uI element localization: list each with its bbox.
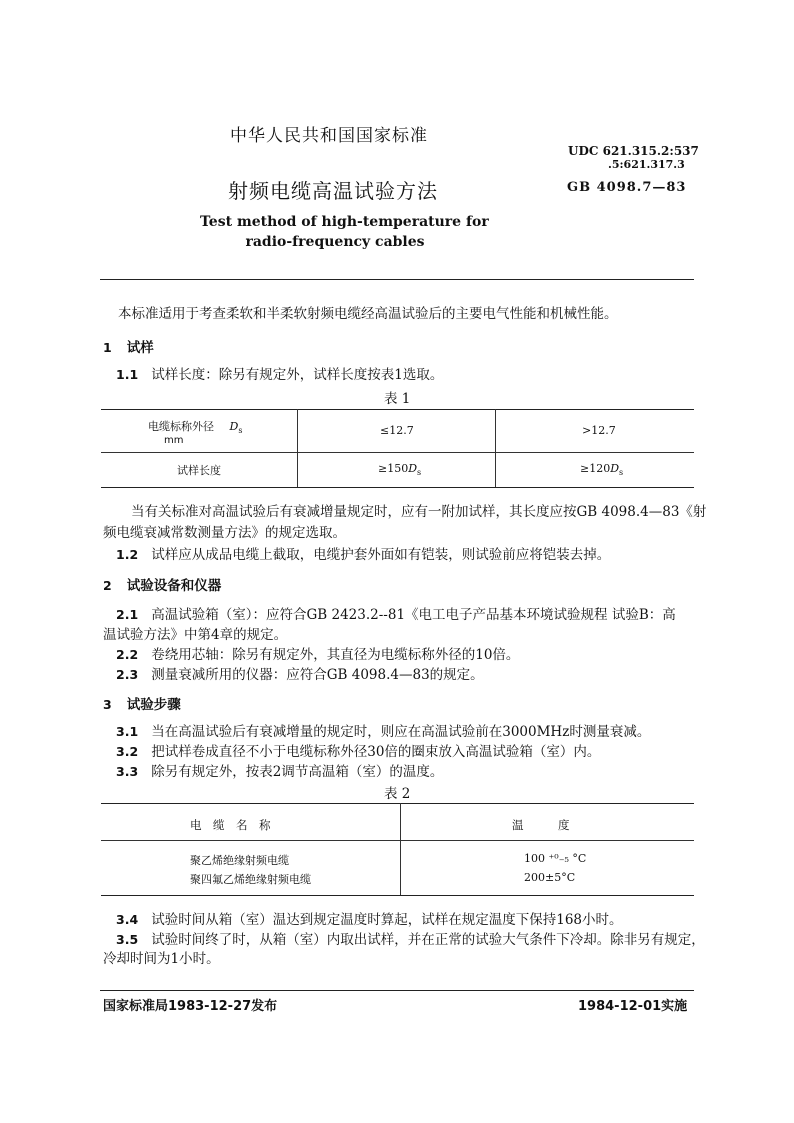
clause-1-1	[116, 363, 443, 383]
clause-1-2	[116, 543, 610, 563]
intro-paragraph: 本标准适用于考查柔软和半柔软射频电缆经高温试验后的主要电气性能和机械性能。	[118, 306, 618, 322]
document-title-en-line1: Test method of high-temperature for	[200, 214, 489, 230]
clause-number: 2.1	[116, 607, 139, 622]
table-1-col-divider-1	[297, 409, 298, 487]
table-1-row2-col3: $\ge 120D_s$	[580, 462, 624, 478]
clause-number: 3.1	[116, 724, 139, 739]
table-1-row2-label: 试样长度	[177, 464, 221, 477]
section-title: 试验设备和仪器	[126, 578, 222, 594]
clause-number: 3.3	[116, 764, 139, 779]
table-2-row1-col2: 100 ⁺⁰₋₅ °C	[524, 852, 587, 865]
header-divider	[100, 279, 694, 280]
table-1-row2-col2: $\ge 150D_s$	[378, 462, 422, 478]
table-2-header-divider	[101, 840, 694, 841]
clause-2-1-continued: 温试验方法》中第4章的规定。	[103, 627, 288, 643]
table-2-caption: 表 2	[384, 786, 411, 802]
udc-code-line2: .5:621.317.3	[608, 158, 685, 171]
effective-date: 1984-12-01实施	[578, 999, 688, 1014]
table-2-head-col1: 电 缆 名 称	[190, 818, 271, 832]
issue-date: 国家标准局1983-12-27发布	[103, 999, 278, 1014]
table-1-caption: 表 1	[384, 391, 411, 407]
table-2-row2-col1: 聚四氟乙烯绝缘射频电缆	[190, 873, 311, 886]
clause-number: 2.2	[116, 647, 139, 662]
table-1-row-divider	[101, 452, 694, 453]
table-1-bottom-border	[101, 487, 694, 488]
section-3-heading	[103, 693, 181, 713]
gb-standard-code: GB 4098.7—83	[567, 180, 687, 195]
clause-text: 试样长度：除另有规定外，试样长度按表1选取。	[151, 367, 444, 383]
clause-number: 1.2	[116, 547, 139, 562]
table-2-row1-col1: 聚乙烯绝缘射频电缆	[190, 854, 289, 867]
clause-number: 1.1	[116, 367, 139, 382]
table-2-col-divider	[400, 803, 401, 895]
clause-text: 高温试验箱（室）：应符合GB 2423.2--81《电工电子产品基本环境试验规程 试验B：高	[151, 607, 676, 623]
clause-3-2	[116, 740, 600, 760]
clause-number: 3.4	[116, 912, 139, 927]
clause-3-4	[116, 908, 623, 928]
clause-text: 试验时间从箱（室）温达到规定温度时算起，试样在规定温度下保持168小时。	[151, 912, 623, 928]
table-2-head-col2: 温 度	[512, 818, 570, 832]
table-1-row1-unit: mm	[164, 435, 184, 446]
section-1-heading	[103, 336, 154, 356]
document-title-cn: 射频电缆高温试验方法	[228, 179, 438, 203]
section-title: 试样	[126, 340, 154, 356]
table-2-row2-col2: 200±5°C	[524, 871, 576, 884]
clause-2-2	[116, 643, 519, 663]
footer-divider	[100, 990, 694, 991]
section-number: 2	[103, 578, 112, 593]
clause-number: 2.3	[116, 667, 139, 682]
clause-text: 试验时间终了时，从箱（室）内取出试样，并在正常的试验大气条件下冷却。除非另有规定，	[151, 932, 705, 948]
clause-text: 卷绕用芯轴：除另有规定外，其直径为电缆标称外径的10倍。	[151, 647, 520, 663]
section-number: 3	[103, 697, 112, 712]
clause-3-5	[116, 928, 705, 948]
clause-text: 当在高温试验后有衰减增量的规定时，则应在高温试验前在3000MHz时测量衰减。	[151, 724, 651, 740]
standard-type-heading: 中华人民共和国国家标准	[230, 126, 428, 146]
table-1-row1-col3: >12.7	[582, 424, 616, 437]
clause-3-1	[116, 720, 650, 740]
document-title-en-line2: radio-frequency cables	[245, 234, 425, 250]
clause-text: 把试样卷成直径不小于电缆标称外径30倍的圈束放入高温试验箱（室）内。	[151, 744, 601, 760]
clause-2-3	[116, 663, 484, 683]
clause-2-1	[116, 603, 676, 623]
table-2-top-border	[101, 803, 694, 804]
table-1-row1-label: 电缆标称外径 $D_s$	[148, 420, 243, 436]
clause-text: 除另有规定外，按表2调节高温箱（室）的温度。	[151, 764, 444, 780]
table-2-bottom-border	[101, 895, 694, 896]
table-1-col-divider-2	[495, 409, 496, 487]
section-number: 1	[103, 340, 112, 355]
section-2-heading	[103, 574, 221, 594]
clause-3-3	[116, 760, 443, 780]
clause-number: 3.2	[116, 744, 139, 759]
clause-text: 测量衰减所用的仪器：应符合GB 4098.4—83的规定。	[151, 667, 484, 683]
clause-number: 3.5	[116, 932, 139, 947]
table-1-row1-col2: ≤12.7	[380, 424, 414, 437]
section-title: 试验步骤	[126, 697, 181, 713]
clause-3-5-continued: 冷却时间为1小时。	[103, 951, 220, 967]
table-1-note-line2: 频电缆衰减常数测量方法》的规定选取。	[103, 525, 346, 541]
table-1-note-line1: 当有关标准对高温试验后有衰减增量规定时，应有一附加试样，其长度应按GB 4098.4—83《射	[131, 504, 707, 520]
udc-code-line1: UDC 621.315.2:537	[568, 144, 699, 158]
clause-text: 试样应从成品电缆上截取，电缆护套外面如有铠装，则试验前应将铠装去掉。	[151, 547, 611, 563]
table-1-top-border	[101, 409, 694, 410]
